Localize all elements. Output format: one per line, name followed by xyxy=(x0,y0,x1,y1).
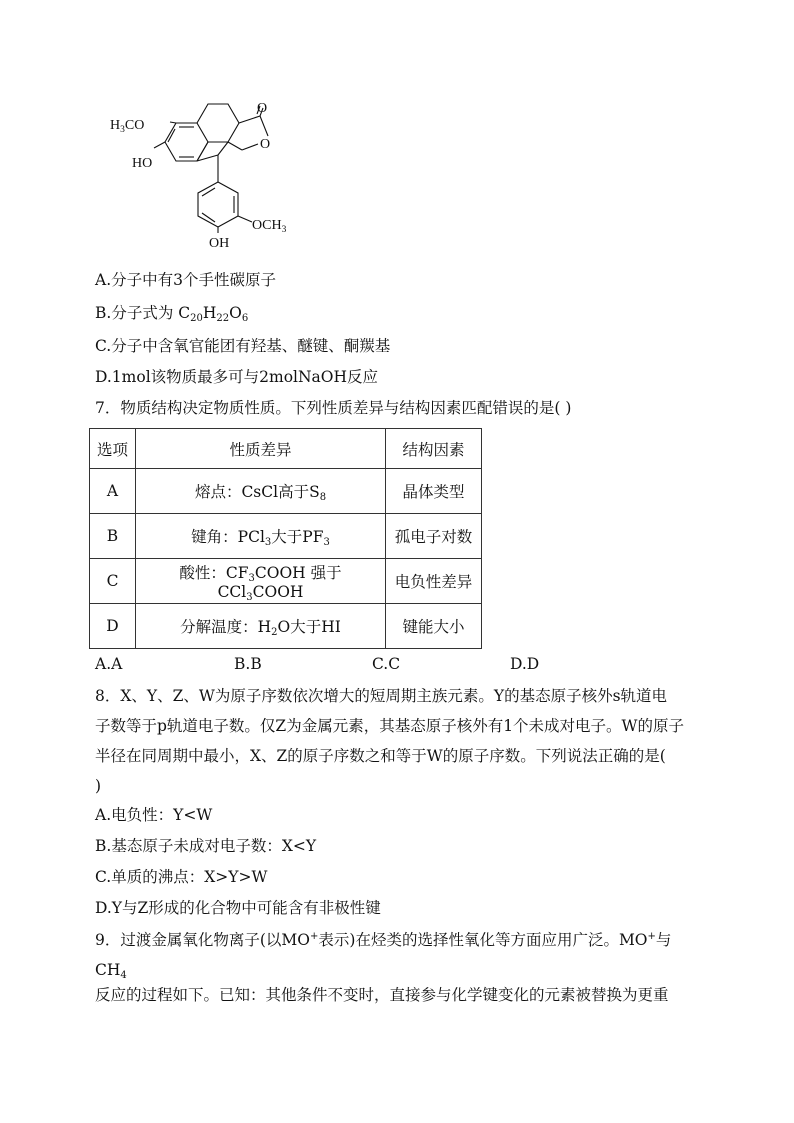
factor-cell: 电负性差异 xyxy=(386,559,482,604)
factor-cell: 晶体类型 xyxy=(386,469,482,514)
q6-option-b: B.分子式为 $C_{20}H_{22}O_6$ xyxy=(95,304,249,324)
q6-option-c: C.分子中含氧官能团有羟基、醚键、酮羰基 xyxy=(95,337,391,355)
header-cell: 选项 xyxy=(90,429,136,469)
q8-option-a: A.电负性：Y<W xyxy=(95,806,213,824)
ho-label: HO xyxy=(132,156,153,171)
option-cell: B xyxy=(90,514,136,559)
q8-stem-line-2: 子数等于p轨道电子数。仅Z为金属元素，其基态原子核外有1个未成对电子。W的原子 xyxy=(95,717,684,735)
option-cell: C xyxy=(90,559,136,604)
och3-label: $OCH_3$ xyxy=(252,218,287,235)
h3co-label: $H_3CO$ xyxy=(110,118,145,135)
q9-stem-line-2: $CH_4$ xyxy=(95,961,127,981)
table-row xyxy=(90,469,482,514)
property-cell: 酸性：$CF_3COOH$ 强于 CCl$_3$COOH xyxy=(136,559,386,604)
q7-answer-d: D.D xyxy=(510,655,540,673)
header-cell: 性质差异 xyxy=(136,429,386,469)
q7-answer-a: A.A xyxy=(95,655,123,673)
property-cell: 键角：PCl$_3$大于$PF_3$ xyxy=(136,514,386,559)
q7-table xyxy=(89,428,482,649)
q8-option-d: D.Y与Z形成的化合物中可能含有非极性键 xyxy=(95,899,381,917)
table-row xyxy=(90,514,482,559)
q7-answer-c: C.C xyxy=(372,655,401,673)
q9-stem-line-3: 反应的过程如下。已知：其他条件不变时，直接参与化学键变化的元素被替换为更重 xyxy=(95,986,669,1004)
carbonyl-o-label: O xyxy=(257,101,268,116)
oh-label: OH xyxy=(209,236,230,251)
q8-option-c: C.单质的沸点：X>Y>W xyxy=(95,868,268,886)
factor-cell: 孤电子对数 xyxy=(386,514,482,559)
q8-stem-line-3: 半径在同周期中最小，X、Z的原子序数之和等于W的原子序数。下列说法正确的是( xyxy=(95,747,666,765)
option-cell: D xyxy=(90,604,136,649)
header-cell: 结构因素 xyxy=(386,429,482,469)
ring-o-label: O xyxy=(260,137,271,152)
q9-stem-line-1: 9．过渡金属氧化物离子(以MO+表示)在烃类的选择性氧化等方面应用广泛。MO+与 xyxy=(95,931,672,949)
q6-option-d: D.1mol该物质最多可与2molNaOH反应 xyxy=(95,368,379,386)
q6-option-a: A.分子中有3个手性碳原子 xyxy=(95,271,276,289)
table-header-row xyxy=(90,429,482,469)
q8-stem-line-4: ) xyxy=(95,777,102,795)
factor-cell: 键能大小 xyxy=(386,604,482,649)
table-row xyxy=(90,559,482,604)
q7-stem: 7．物质结构决定物质性质。下列性质差异与结构因素匹配错误的是( ) xyxy=(95,399,572,417)
property-cell: 熔点：CsCl高于$S_8$ xyxy=(136,469,386,514)
q8-stem-line-1: 8．X、Y、Z、W为原子序数依次增大的短周期主族元素。Y的基态原子核外s轨道电 xyxy=(95,687,668,705)
q8-option-b: B.基态原子未成对电子数：X<Y xyxy=(95,837,317,855)
property-cell: 分解温度：$H_2O$大于HI xyxy=(136,604,386,649)
q7-answer-b: B.B xyxy=(234,655,262,673)
molecule-structure xyxy=(100,92,310,252)
table-row xyxy=(90,604,482,649)
option-cell: A xyxy=(90,469,136,514)
